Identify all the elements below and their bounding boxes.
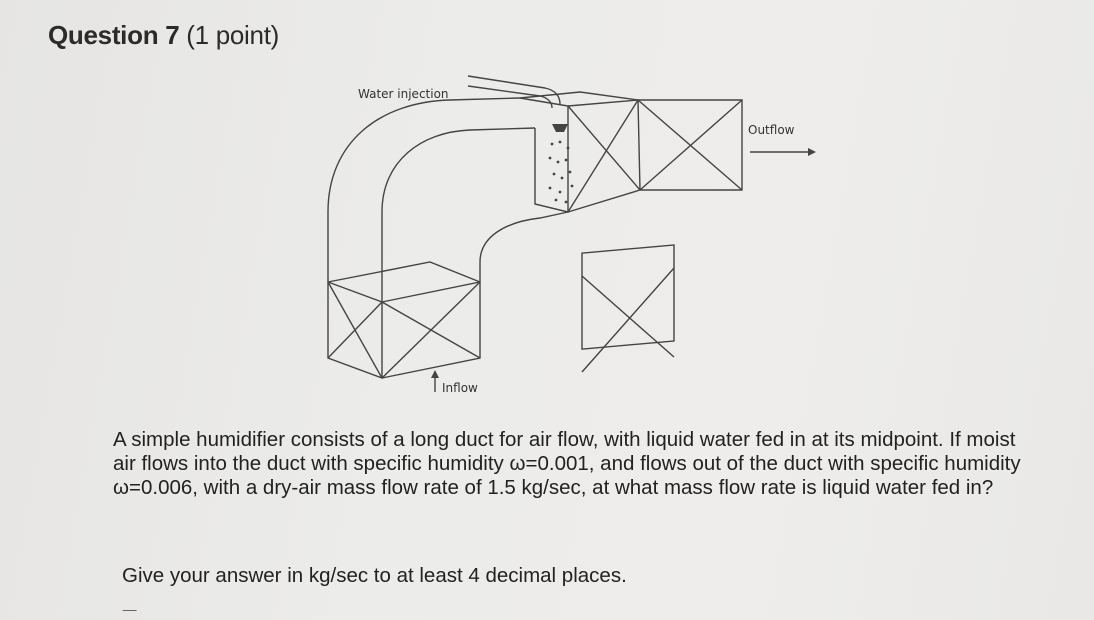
lower-box	[582, 245, 674, 349]
answer-instruction: Give your answer in kg/sec to at least 4 decimal places.	[122, 564, 627, 587]
elbow-inner	[480, 212, 568, 282]
inflow-label: Inflow	[442, 381, 478, 395]
problem-text: A simple humidifier consists of a long duct for air flow, with liquid water fed in at its midpoint. If moist air flows into the duct with specific humidity ω=0.001, and flows out of the duct with specific humidity ω=0.006, with a dry-air mass flow rate of 1.5 kg/sec, at what mass flow rate is liquid water fed in?	[113, 428, 1021, 499]
spray-section	[520, 98, 568, 212]
question-title	[48, 20, 279, 51]
humidifier-diagram	[320, 62, 820, 402]
outflow-label: Outflow	[748, 123, 795, 137]
question-points: (1 point)	[186, 20, 279, 50]
elbow-outer	[328, 98, 520, 282]
water-injection-label: Water injection	[358, 87, 449, 101]
question-number: Question 7	[48, 20, 180, 50]
duct-drawing	[320, 62, 820, 402]
water-pipe	[468, 76, 560, 104]
